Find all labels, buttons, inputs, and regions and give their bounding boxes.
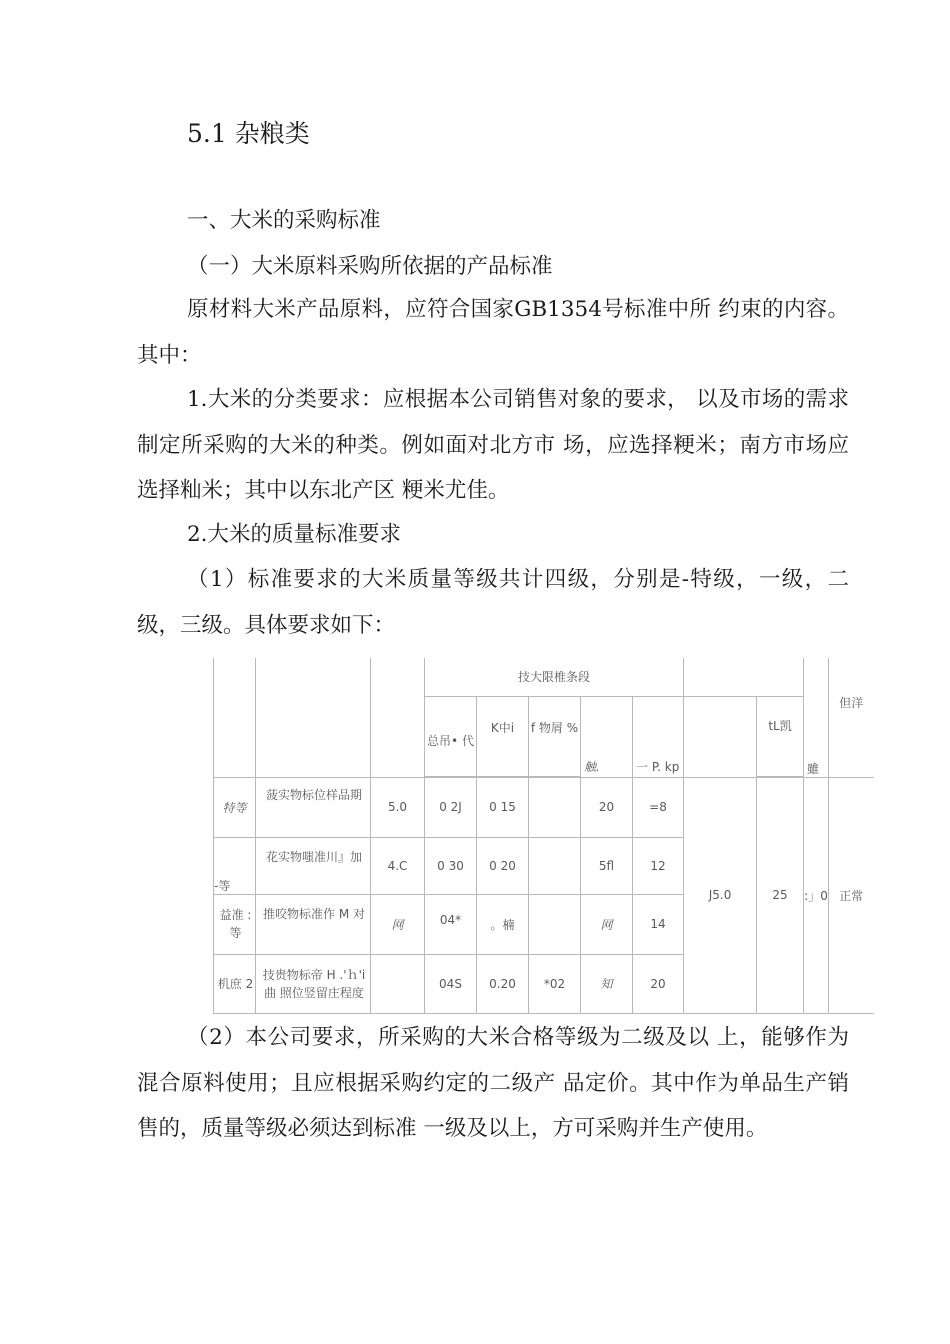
paragraph-gb-standard: 原材料大米产品原料，应符合国家GB1354号标准中所 约束的内容。其中： bbox=[137, 297, 849, 368]
merged-25-cell: 25 bbox=[757, 777, 804, 1013]
heading-quality: 2.大米的质量标准要求 bbox=[187, 522, 402, 547]
paragraph-grade-levels: （1）标准要求的大米质量等级共计四级，分别是-特级，一级，二级，三级。具体要求如下： bbox=[137, 567, 849, 638]
group-header: 技大限椎条段 bbox=[425, 658, 684, 696]
grade-cell: 特等 bbox=[214, 777, 256, 837]
value-cell: 0 30 bbox=[425, 837, 477, 894]
header-last: 但洋 bbox=[829, 658, 874, 777]
header-p: 一 P. kp bbox=[633, 696, 684, 777]
value-cell: 0.20 bbox=[477, 954, 529, 1013]
value-cell: 4.C bbox=[371, 837, 425, 894]
value-cell: 04S bbox=[425, 954, 477, 1013]
value-cell: 网 bbox=[581, 894, 633, 954]
header-f: f 物屑 % bbox=[529, 696, 581, 776]
value-cell: 04* bbox=[425, 894, 477, 954]
paragraph-classification: 1.大米的分类要求：应根据本公司销售对象的要求， 以及市场的需求制定所采购的大米的种类。例如面对北方市 场，应选择粳米；南方市场应选择籼米；其中以东北产区 粳米尤佳。 bbox=[137, 387, 849, 503]
heading-rice-standard: 一、大米的采购标准 bbox=[187, 208, 381, 233]
merged-normal-cell: 正常 bbox=[829, 777, 874, 1013]
value-cell: 0 20 bbox=[477, 837, 529, 894]
quality-grade-table bbox=[213, 658, 874, 1014]
desc-cell: 技贵物标帝 H .'ｈ'i 曲 照位竖留庄程度 bbox=[256, 954, 371, 1013]
value-cell: 0 15 bbox=[477, 777, 529, 837]
table-row bbox=[214, 777, 874, 837]
grade-cell: -等 bbox=[214, 837, 256, 894]
narrow-header: 雖 bbox=[804, 658, 829, 777]
desc-cell: 推咬物标准作 M 对 bbox=[256, 894, 371, 954]
merged-j-cell: J5.0 bbox=[684, 777, 757, 1013]
value-cell: 。楠 bbox=[477, 894, 529, 954]
value-cell: 0 2J bbox=[425, 777, 477, 837]
desc-cell: 菠实物标位样品期 bbox=[256, 777, 371, 837]
value-cell: 12 bbox=[633, 837, 684, 894]
value-cell: 网 bbox=[371, 894, 425, 954]
value-cell bbox=[371, 954, 425, 1013]
merged-mark-cell: :」0 bbox=[804, 777, 829, 1013]
value-cell: 14 bbox=[633, 894, 684, 954]
heading-product-standard: （一）大米原料采购所依据的产品标准 bbox=[187, 254, 553, 279]
value-cell: 20 bbox=[581, 777, 633, 837]
header-tl: tL凯 bbox=[757, 696, 804, 776]
header-touch: 触. bbox=[581, 696, 633, 777]
value-cell: =8 bbox=[633, 777, 684, 837]
value-cell: *02 bbox=[529, 954, 581, 1013]
value-cell: 20 bbox=[633, 954, 684, 1013]
header-total: 总吊• 代 bbox=[425, 696, 477, 776]
value-cell: 知 bbox=[581, 954, 633, 1013]
section-title: 5.1 杂粮类 bbox=[187, 119, 310, 148]
value-cell: 5.0 bbox=[371, 777, 425, 837]
desc-cell: 花实物嗤准川』加 bbox=[256, 837, 371, 894]
value-cell bbox=[529, 837, 581, 894]
grade-cell: 机庶 2 bbox=[214, 954, 256, 1013]
value-cell: 5fl bbox=[581, 837, 633, 894]
grade-cell: 益准 :等 bbox=[214, 894, 256, 954]
value-cell bbox=[529, 894, 581, 954]
table-header-row bbox=[214, 658, 874, 696]
paragraph-company-requirement: （2）本公司要求，所采购的大米合格等级为二级及以 上，能够作为混合原料使用；且应根据采购约定的二级产 品定价。其中作为单品生产销售的，质量等级必须达到标准 一级及以上，方可采购并生产使用。 bbox=[137, 1025, 849, 1141]
header-k: K中i bbox=[477, 696, 529, 776]
value-cell bbox=[529, 777, 581, 837]
